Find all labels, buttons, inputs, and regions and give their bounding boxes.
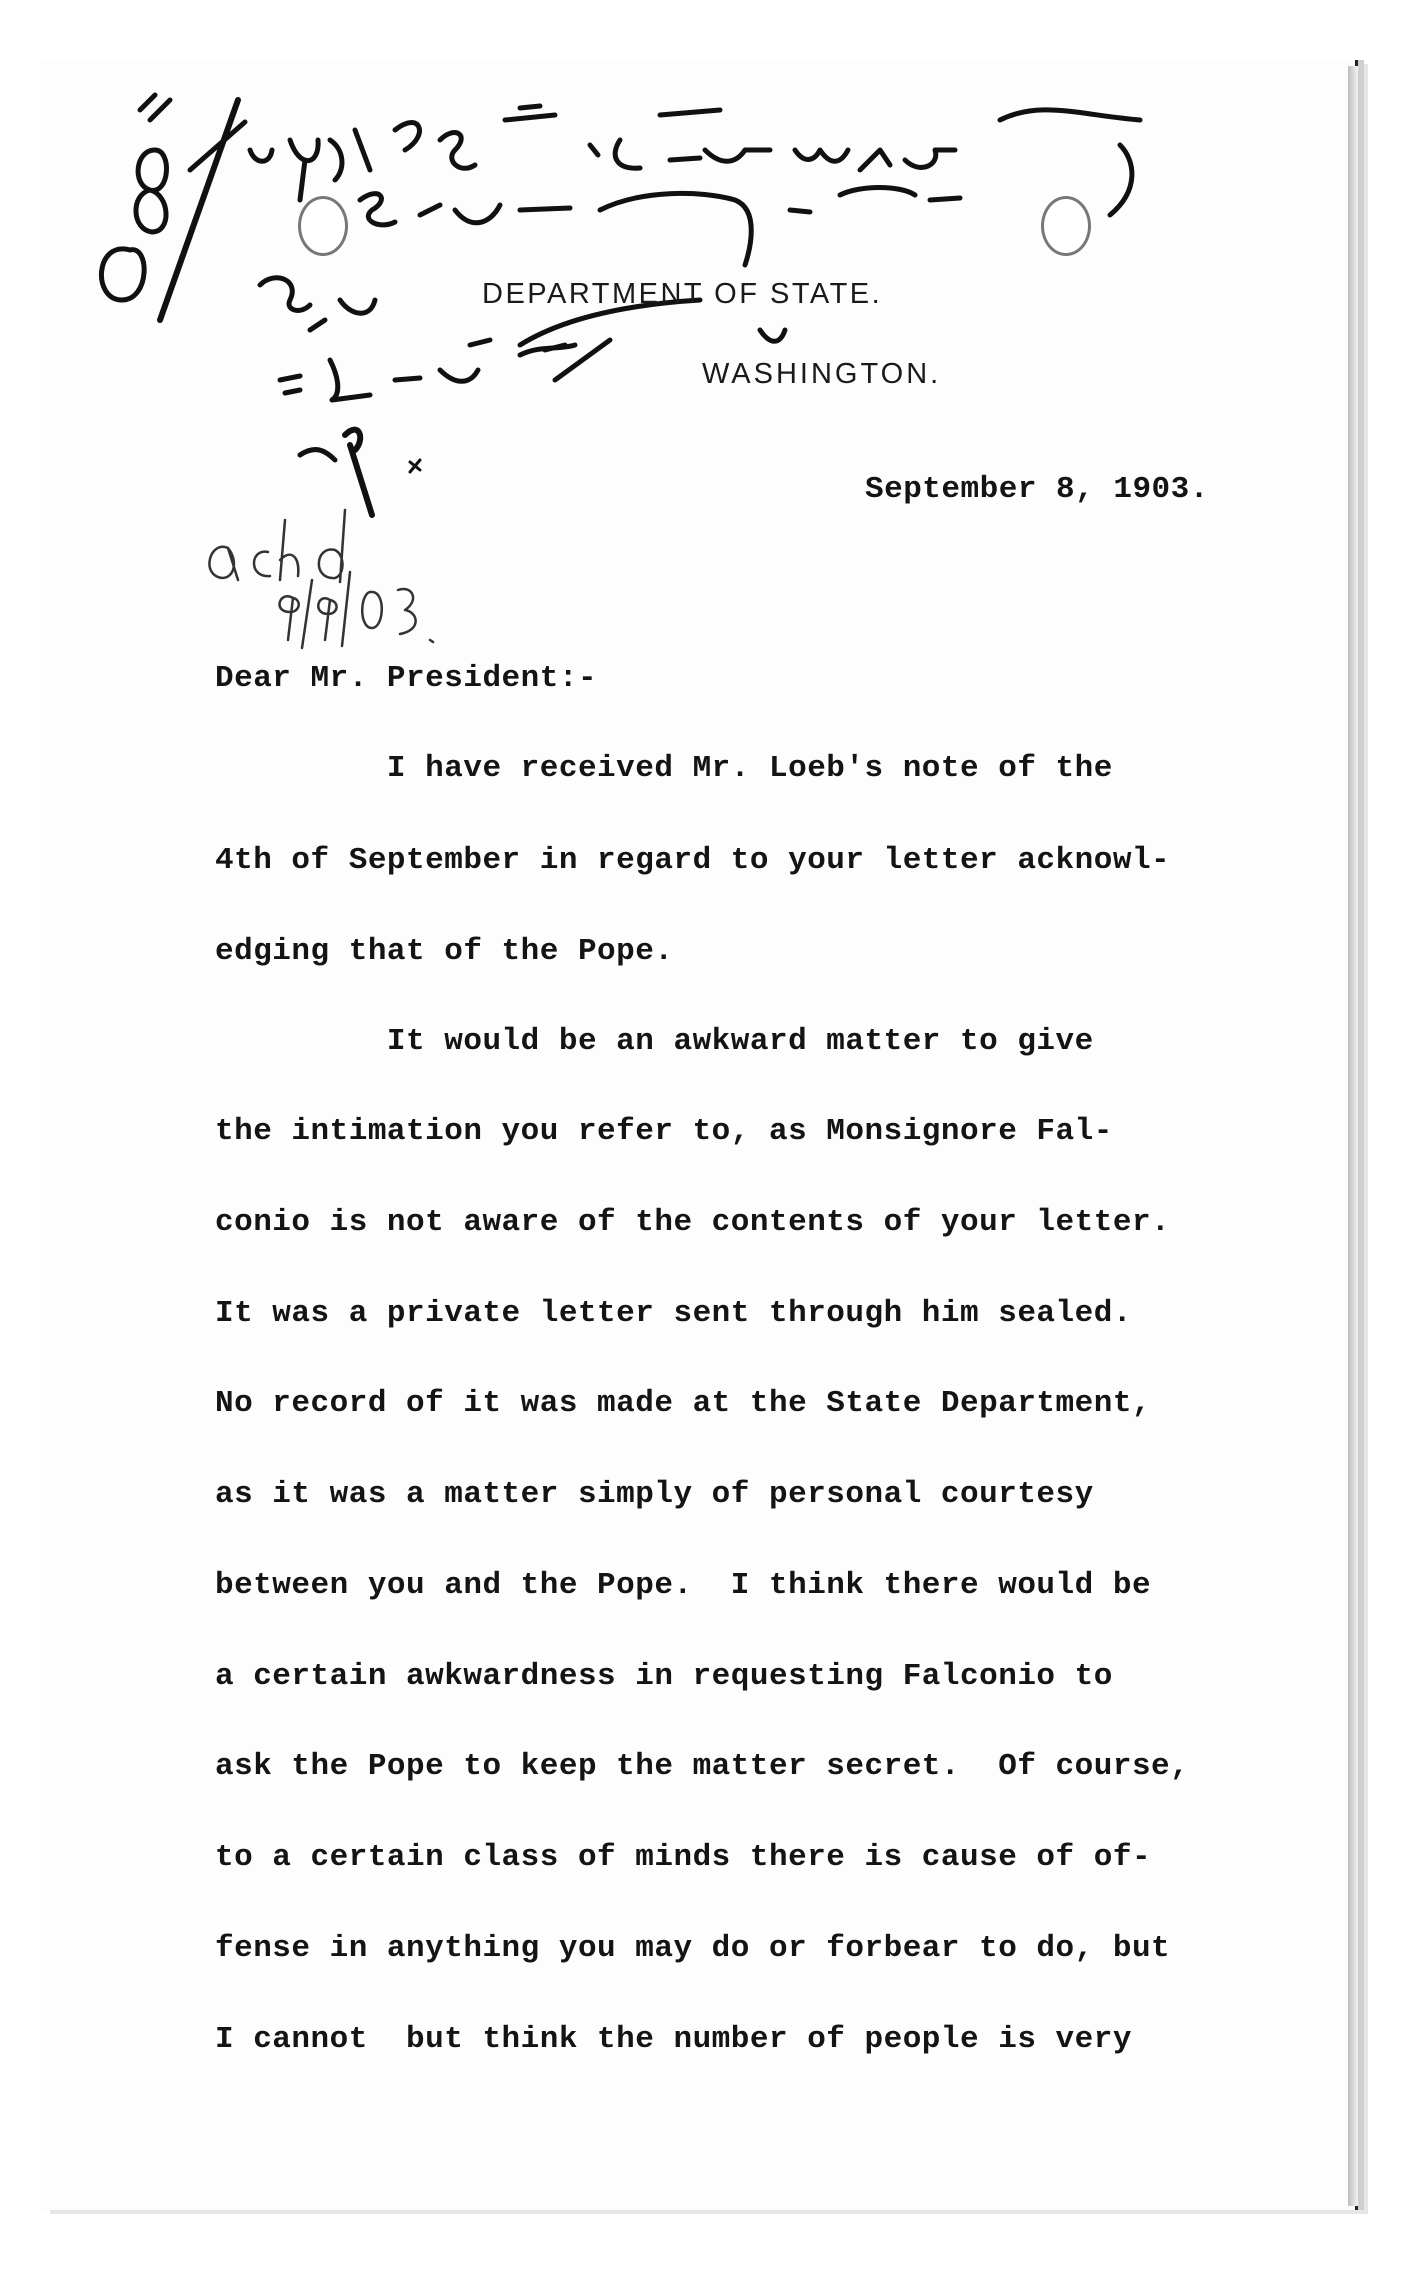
- body-line: fense in anything you may do or forbear to do, but: [215, 1931, 1171, 1966]
- body-line: to a certain class of minds there is cause of of-: [215, 1840, 1152, 1875]
- letterhead-city: WASHINGTON.: [702, 358, 942, 390]
- body-line: conio is not aware of the contents of your letter.: [215, 1205, 1171, 1240]
- body-line: I cannot but think the number of people is very: [215, 2022, 1132, 2057]
- body-line: as it was a matter simply of personal courtesy: [215, 1477, 1094, 1512]
- letterhead-department: DEPARTMENT OF STATE.: [482, 278, 883, 310]
- letter-date: September 8, 1903.: [865, 472, 1209, 507]
- body-line: between you and the Pope. I think there would be: [215, 1568, 1152, 1603]
- body-line: It was a private letter sent through him sealed.: [215, 1296, 1132, 1331]
- body-line: It would be an awkward matter to give: [215, 1024, 1094, 1059]
- body-line: a certain awkwardness in requesting Falconio to: [215, 1659, 1113, 1694]
- body-line: edging that of the Pope.: [215, 934, 674, 969]
- letter-salutation: Dear Mr. President:-: [215, 661, 598, 696]
- body-line: No record of it was made at the State Department,: [215, 1386, 1152, 1421]
- body-line: the intimation you refer to, as Monsignore Fal-: [215, 1114, 1113, 1149]
- body-line: ask the Pope to keep the matter secret. Of course,: [215, 1749, 1190, 1784]
- body-line: 4th of September in regard to your letter acknowl-: [215, 843, 1171, 878]
- body-line: I have received Mr. Loeb's note of the: [215, 751, 1113, 786]
